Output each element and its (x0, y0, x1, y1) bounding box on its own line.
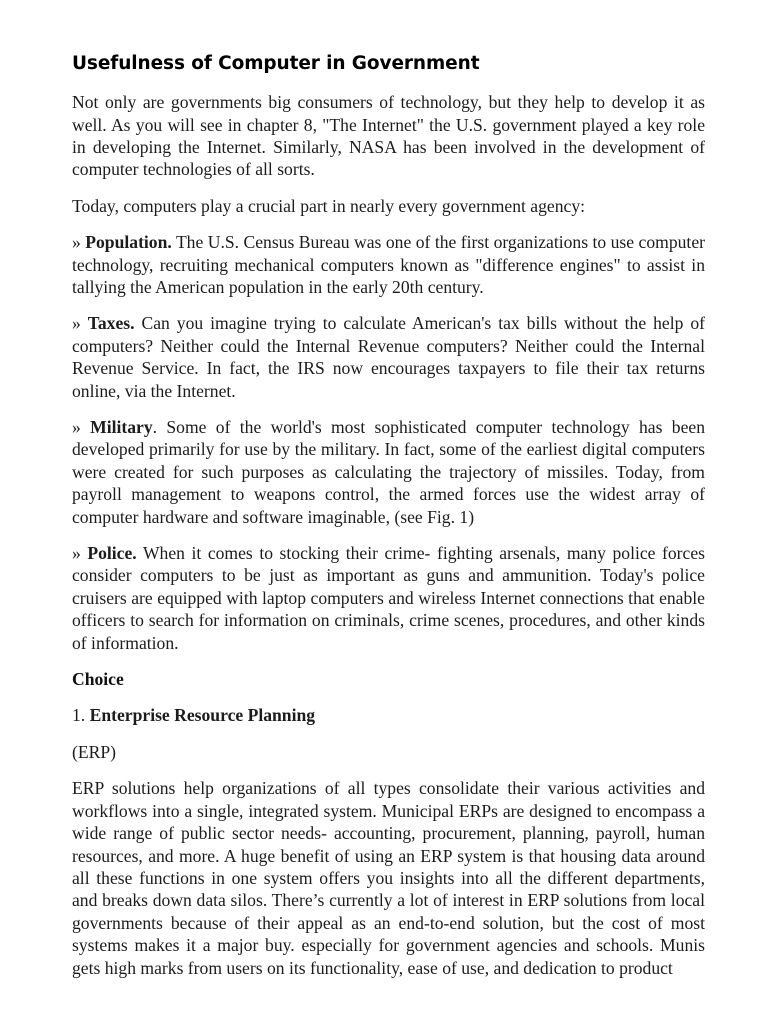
bullet-marker-icon: » (72, 232, 81, 253)
bullet-body-text: When it comes to stocking their crime- fighting arsenals, many police forces consider computers to be just as important as guns and ammunition. Today's police cruisers are equipped with laptop computers and wireless Internet connections that enable officers to search for information on criminals, crime scenes, procedures, and other kinds of information. (72, 543, 705, 653)
page-title: Usefulness of Computer in Government (72, 53, 480, 74)
bullet-military (72, 416, 705, 528)
bullet-police (72, 542, 705, 654)
bullet-taxes (72, 312, 705, 402)
intro-paragraph: Not only are governments big consumers of technology, but they help to develop it as well. As you will see in chapter 8, "The Internet" the U.S. government played a key role in developing the Internet. Similarly, NASA has been involved in the development of computer technologies of all sorts. (72, 92, 705, 180)
bullet-lead-label: Military (90, 417, 153, 437)
bullet-marker-icon: » (72, 313, 81, 334)
bullet-body-text: . Some of the world's most sophisticated computer technology has been developed primarily for use by the military. In fact, some of the earliest digital computers were created for such purposes as calculating the trajectory of missiles. Today, from payroll management to weapons control, the armed forces use the widest array of computer hardware and software imaginable, (see Fig. 1) (72, 417, 705, 527)
list-item-number: 1. (72, 705, 86, 726)
lead-in-paragraph: Today, computers play a crucial part in nearly every government agency: (72, 195, 586, 216)
bullet-lead-label: Taxes. (87, 313, 135, 334)
bullet-body-text: The U.S. Census Bureau was one of the first organizations to use computer technology, recruiting mechanical computers known as "difference engines" to assist in tallying the American population in the early 20th century. (72, 232, 705, 297)
bullet-lead-label: Police. (87, 543, 137, 564)
bullet-marker-icon: » (72, 543, 81, 564)
item-abbreviation: (ERP) (72, 741, 116, 762)
bullet-body-text: Can you imagine trying to calculate American's tax bills without the help of computers? Neither could the Internal Revenue computers? Neither could the Internal Revenue Service. In fact, the IRS now encourages taxpayers to file their tax returns online, via the Internet. (72, 313, 706, 401)
list-item-title: Enterprise Resource Planning (89, 705, 316, 726)
bullet-lead-label: Population. (85, 232, 172, 253)
list-item-enterprise-resource-planning (72, 704, 705, 726)
section-heading-choice: Choice (72, 669, 124, 690)
bullet-population (72, 231, 705, 298)
bullet-marker-icon: » (72, 417, 81, 437)
erp-description-paragraph: ERP solutions help organizations of all types consolidate their various activities and workflows into a single, integrated system. Municipal ERPs are designed to encompass a wide range of public sector needs- accounting, procurement, planning, payroll, human resources, and more. A huge benefit of using an ERP system is that housing data around all these functions in one system offers you insights into all the different departments, and breaks down data silos. There’s currently a lot of interest in ERP solutions from local governments because of their appeal as an end-to-end solution, but the cost of most systems makes it a major buy. especially for government agencies and schools. Munis gets high marks from users on its functionality, ease of use, and dedication to product (72, 778, 705, 978)
